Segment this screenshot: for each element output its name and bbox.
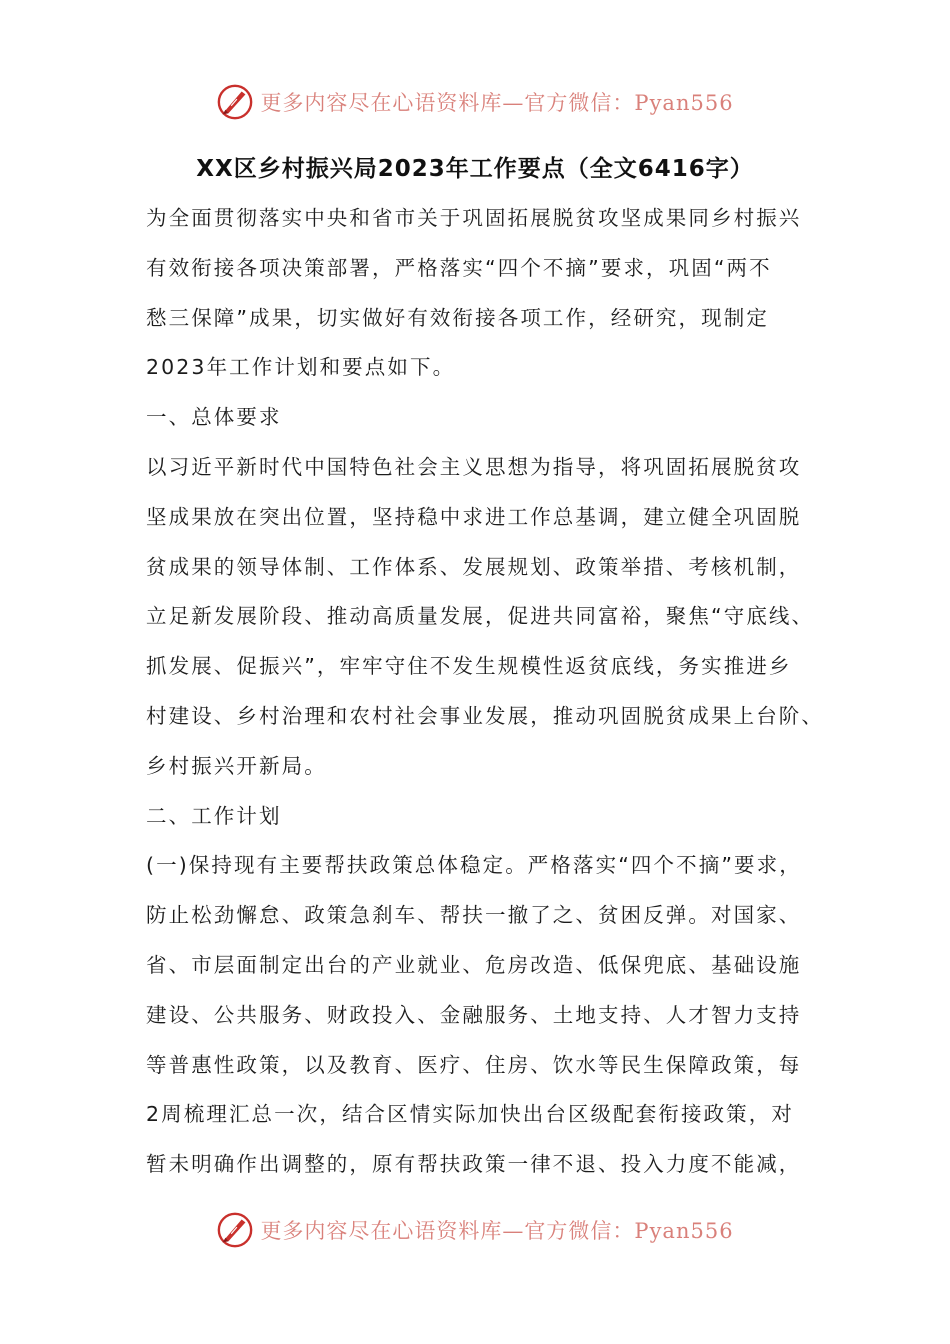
body-line: 暂未明确作出调整的，原有帮扶政策一律不退、投入力度不能减， (146, 1152, 802, 1177)
body-line: 建设、公共服务、财政投入、金融服务、土地支持、人才智力支持 (146, 1002, 802, 1027)
body-line: 省、市层面制定出台的产业就业、危房改造、低保兜底、基础设施 (146, 952, 802, 977)
section-heading: 一、总体要求 (146, 405, 282, 430)
body-line: 愁三保障”成果，切实做好有效衔接各项工作，经研究，现制定 (146, 305, 769, 330)
body-line: 抓发展、促振兴”，牢牢守住不发生规模性返贫底线，务实推进乡 (146, 654, 792, 679)
body-line: 等普惠性政策，以及教育、医疗、住房、饮水等民生保障政策，每 (146, 1052, 802, 1077)
body-line: 有效衔接各项决策部署，严格落实“四个不摘”要求，巩固“两不 (146, 255, 772, 280)
body-line: 防止松劲懈怠、政策急刹车、帮扶一撤了之、贫困反弹。对国家、 (146, 903, 802, 928)
body-line: 坚成果放在突出位置，坚持稳中求进工作总基调，建立健全巩固脱 (146, 504, 802, 529)
body-line: (一)保持现有主要帮扶政策总体稳定。严格落实“四个不摘”要求， (146, 853, 802, 878)
document-body (146, 194, 836, 1190)
quill-logo-icon (216, 83, 254, 121)
body-line: 为全面贯彻落实中央和省市关于巩固拓展脱贫攻坚成果同乡村振兴 (146, 206, 802, 230)
footer-watermark (0, 1208, 950, 1252)
body-line: 贫成果的领导体制、工作体系、发展规划、政策举措、考核机制， (146, 554, 802, 579)
body-line: 2023年工作计划和要点如下。 (146, 355, 456, 380)
watermark-text: 更多内容尽在心语资料库—官方微信：Pyan556 (260, 91, 734, 115)
quill-logo-icon (216, 1211, 254, 1249)
body-line: 立足新发展阶段、推动高质量发展，促进共同富裕，聚焦“守底线、 (146, 604, 815, 629)
watermark-text: 更多内容尽在心语资料库—官方微信：Pyan556 (260, 1219, 734, 1243)
body-line: 村建设、乡村治理和农村社会事业发展，推动巩固脱贫成果上台阶、 (146, 703, 824, 728)
body-line: 2周梳理汇总一次，结合区情实际加快出台区级配套衔接政策，对 (146, 1102, 794, 1127)
body-line: 以习近平新时代中国特色社会主义思想为指导，将巩固拓展脱贫攻 (146, 454, 802, 479)
header-watermark (0, 80, 950, 124)
section-heading: 二、工作计划 (146, 803, 282, 828)
document-title: XX区乡村振兴局2023年工作要点（全文6416字） (196, 156, 754, 182)
body-line: 乡村振兴开新局。 (146, 753, 327, 778)
